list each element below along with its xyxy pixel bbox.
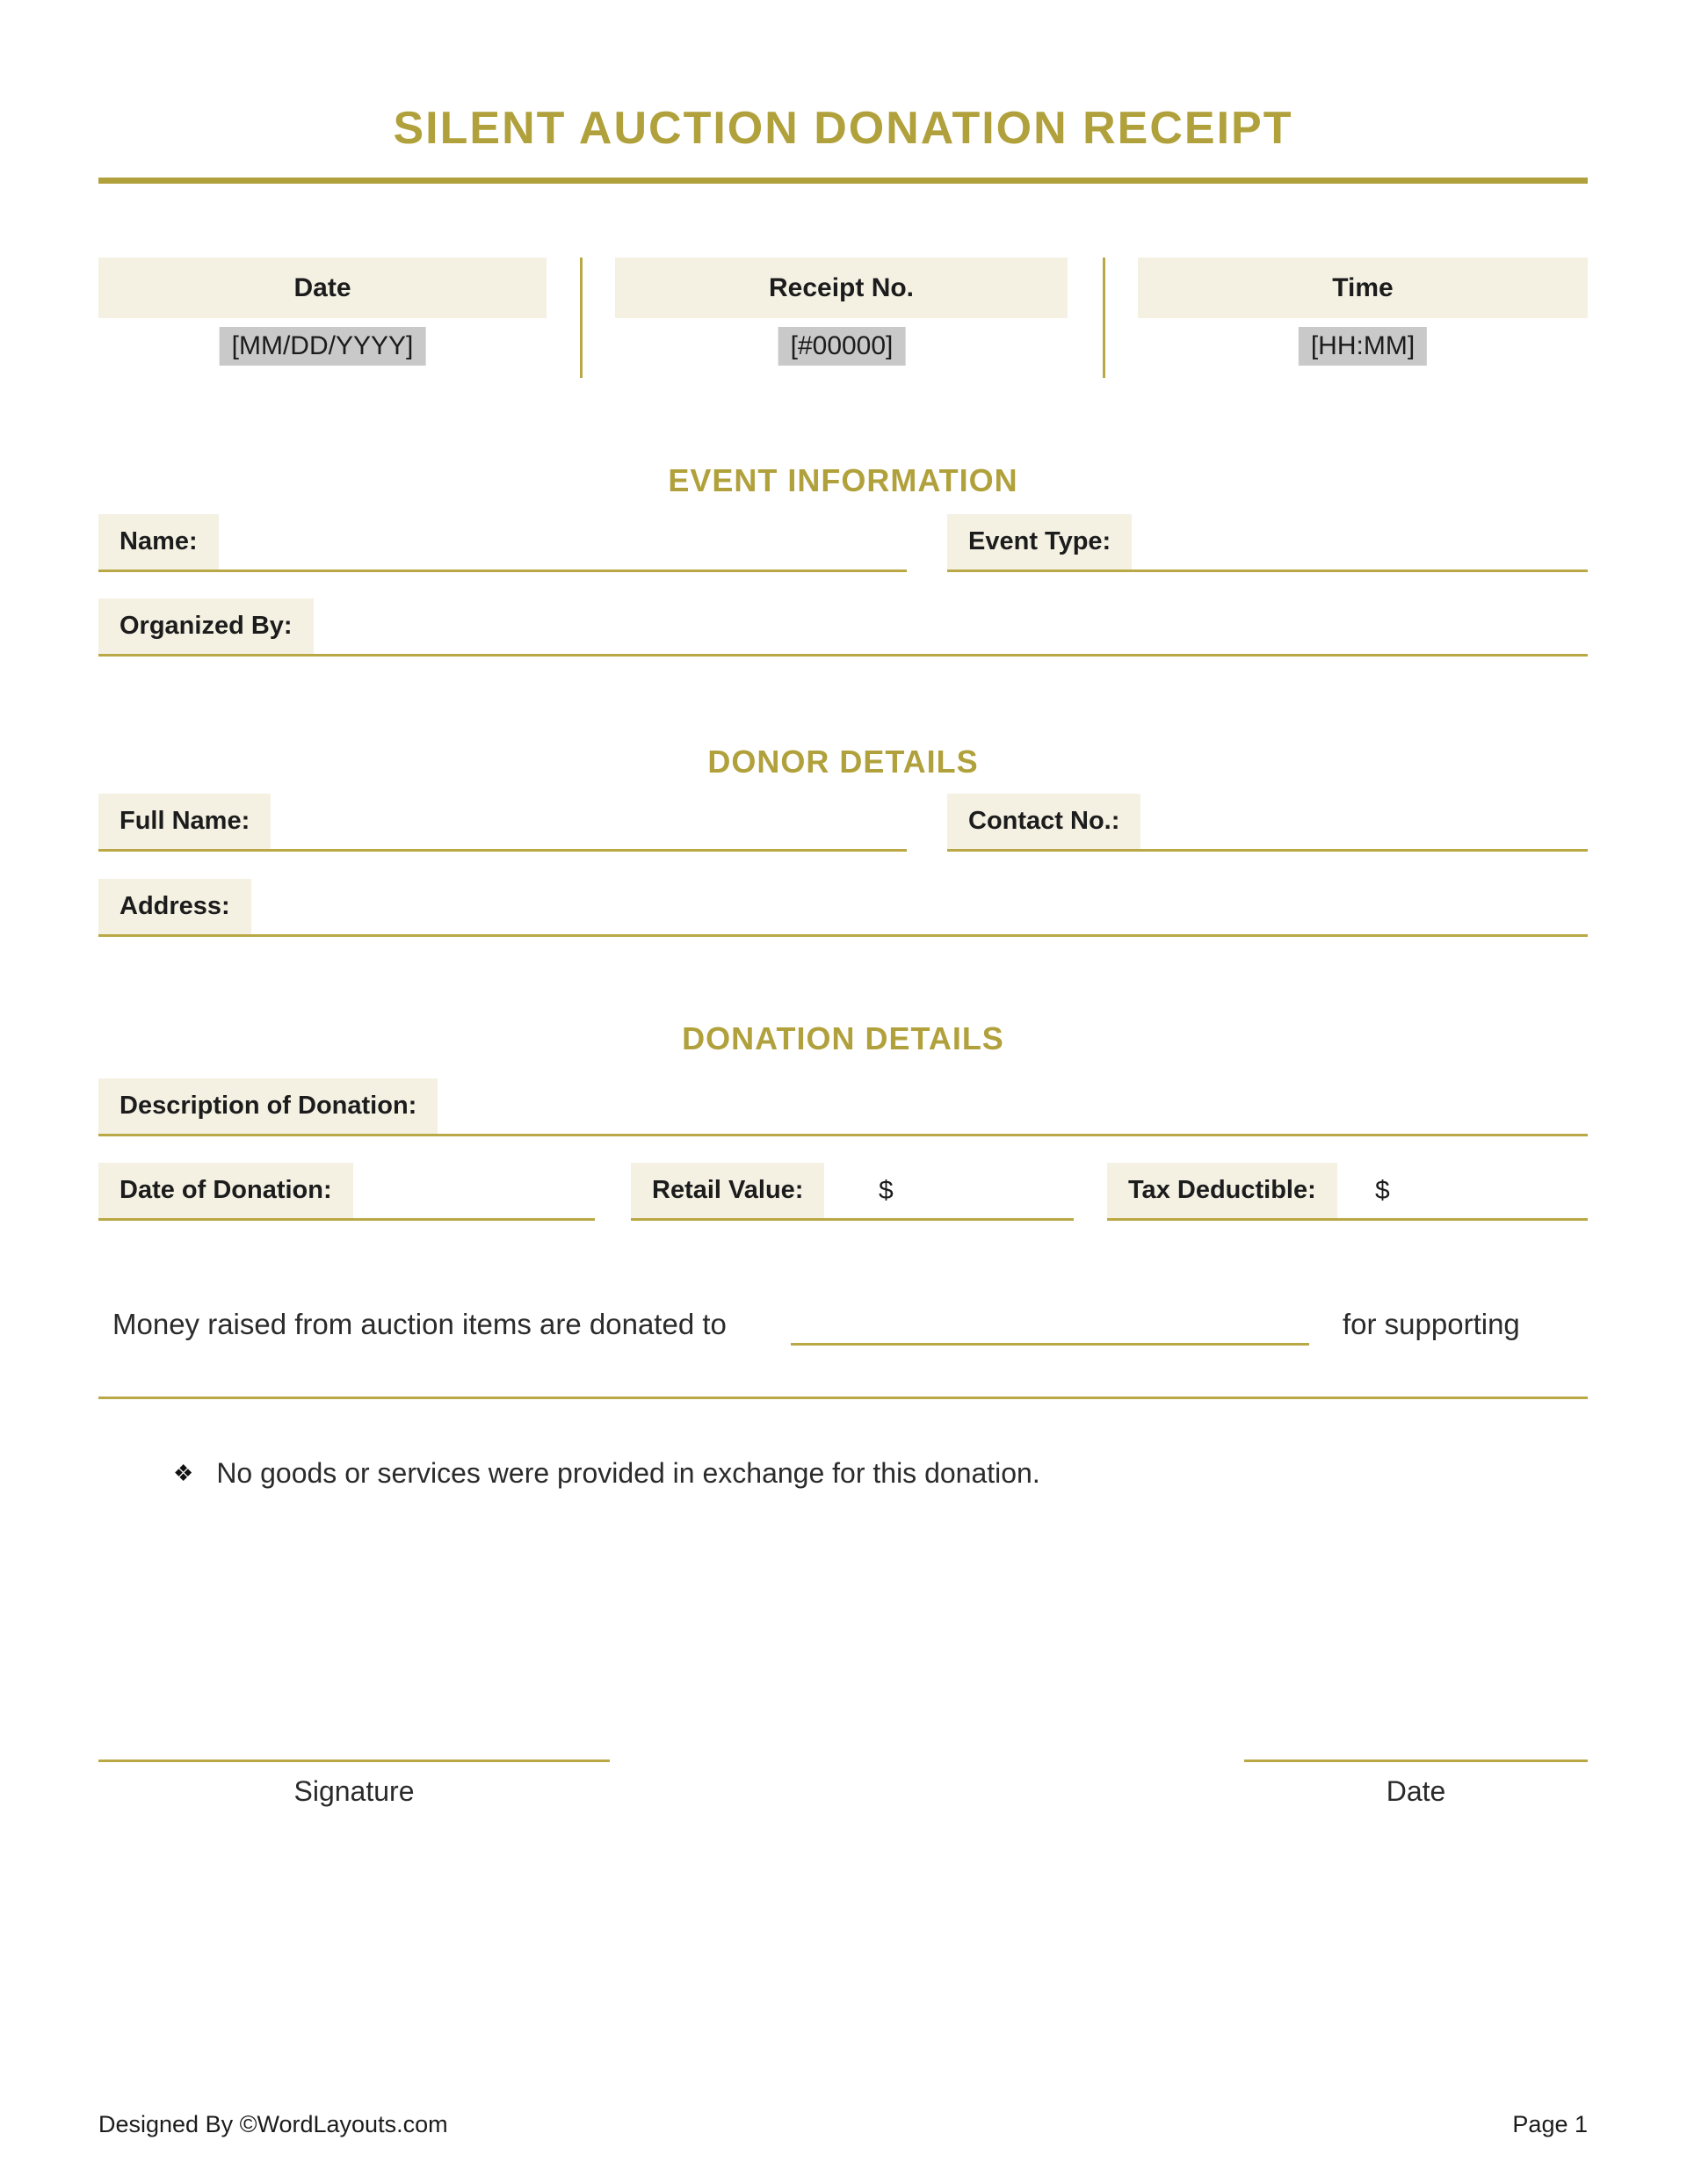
note-row <box>173 1457 1040 1490</box>
time-header-cell: Time <box>1138 258 1588 318</box>
date-line[interactable] <box>1244 1760 1588 1762</box>
tax-deductible-currency: $ <box>1375 1176 1390 1205</box>
date-header-cell: Date <box>98 258 547 318</box>
address-label: Address: <box>98 879 251 934</box>
event-type-label: Event Type: <box>947 514 1132 570</box>
description-field-line[interactable] <box>98 1134 1588 1136</box>
signature-label: Signature <box>293 1775 415 1807</box>
description-of-donation-label: Description of Donation: <box>98 1078 438 1134</box>
contact-no-label: Contact No.: <box>947 794 1140 849</box>
time-placeholder-field[interactable]: [HH:MM] <box>1299 327 1427 366</box>
tax-deductible-label: Tax Deductible: <box>1107 1163 1337 1218</box>
name-label: Name: <box>98 514 219 570</box>
footer-page-number: Page 1 <box>1512 2111 1588 2137</box>
title-rule <box>98 178 1588 184</box>
column-separator <box>580 258 583 378</box>
donor-details-heading: DONOR DETAILS <box>707 744 979 780</box>
statement-divider-line[interactable] <box>98 1397 1588 1399</box>
tax-deductible-field-line[interactable] <box>1107 1218 1588 1221</box>
date-of-donation-field-line[interactable] <box>98 1218 595 1221</box>
diamond-bullet-icon: ❖ <box>173 1460 194 1486</box>
page-title: SILENT AUCTION DONATION RECEIPT <box>393 103 1293 154</box>
address-field-line[interactable] <box>98 934 1588 937</box>
retail-value-field-line[interactable] <box>631 1218 1074 1221</box>
receipt-no-placeholder-field[interactable]: [#00000] <box>778 327 906 366</box>
date-label: Date <box>1386 1775 1446 1807</box>
date-placeholder-field[interactable]: [MM/DD/YYYY] <box>220 327 426 366</box>
column-separator <box>1103 258 1105 378</box>
event-information-heading: EVENT INFORMATION <box>668 462 1018 498</box>
date-of-donation-label: Date of Donation: <box>98 1163 353 1218</box>
note-text: No goods or services were provided in exchange for this donation. <box>216 1457 1040 1489</box>
signature-line[interactable] <box>98 1760 610 1762</box>
full-name-field-line[interactable] <box>98 849 907 852</box>
contact-no-field-line[interactable] <box>947 849 1588 852</box>
statement-prefix: Money raised from auction items are donated to <box>112 1308 727 1340</box>
receipt-no-header-cell: Receipt No. <box>615 258 1068 318</box>
footer-designer-credit: Designed By ©WordLayouts.com <box>98 2111 448 2137</box>
statement-suffix: for supporting <box>1343 1308 1520 1340</box>
full-name-label: Full Name: <box>98 794 271 849</box>
retail-value-currency: $ <box>879 1176 894 1205</box>
donation-details-heading: DONATION DETAILS <box>682 1020 1004 1056</box>
name-field-line[interactable] <box>98 570 907 572</box>
donated-to-field-line[interactable] <box>791 1343 1309 1346</box>
organized-by-label: Organized By: <box>98 599 314 654</box>
retail-value-label: Retail Value: <box>631 1163 824 1218</box>
organized-by-field-line[interactable] <box>98 654 1588 657</box>
event-type-field-line[interactable] <box>947 570 1588 572</box>
